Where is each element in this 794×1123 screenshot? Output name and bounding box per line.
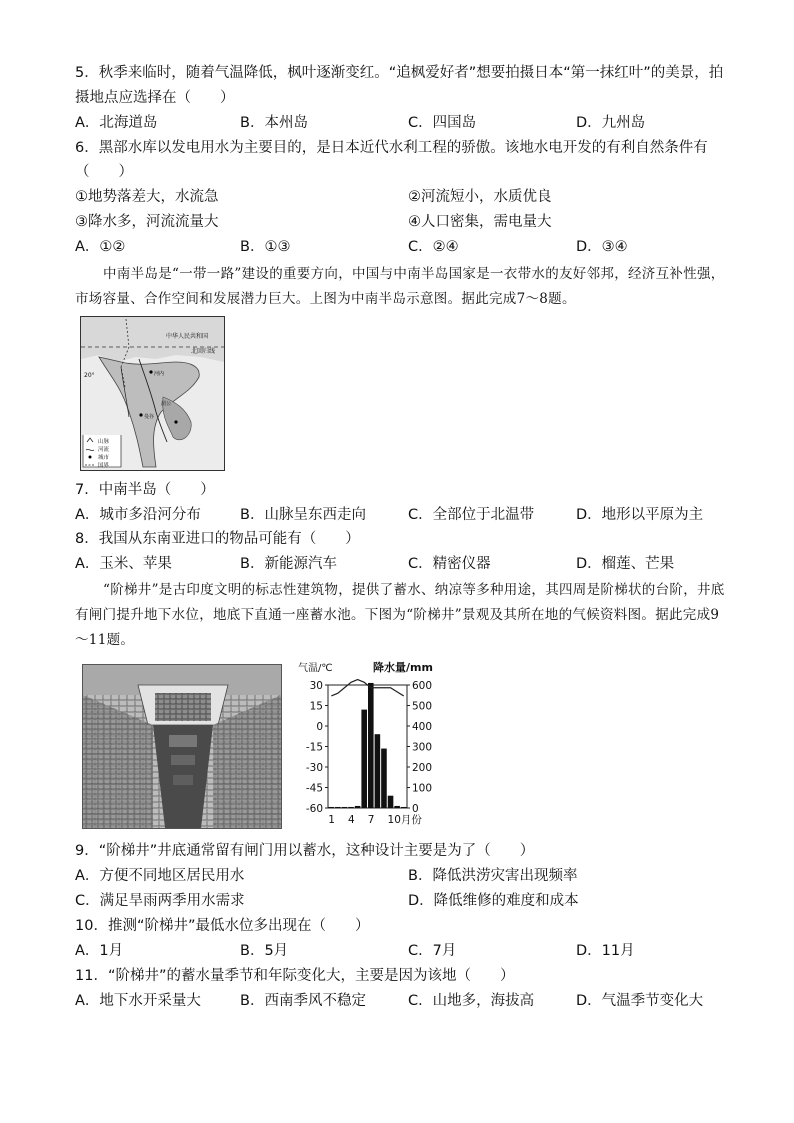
precip-bar (368, 683, 374, 808)
temp-tick-label: 15 (309, 700, 323, 713)
q11-option-a: A．地下水开采量大 (75, 993, 201, 1009)
q6-item-2: ②河流短小，水质优良 (408, 189, 552, 205)
q8-option-b: B．新能源汽车 (240, 556, 337, 572)
q6-option-c: C．②④ (408, 239, 459, 255)
chart-ylabel-left: 气温/℃ (298, 663, 333, 674)
map-label-lat: 20° (84, 372, 95, 379)
precip-tick-label: 400 (412, 721, 433, 733)
q9-option-b: B．降低洪涝灾害出现频率 (408, 868, 578, 884)
temp-tick-label: -30 (305, 762, 323, 774)
q6-stem-line2: （ ） (75, 164, 133, 180)
q7-option-a: A．城市多沿河分布 (75, 507, 201, 523)
precip-bar (381, 749, 387, 808)
q6-item-4: ④人口密集，需电量大 (408, 214, 552, 230)
q10-option-c: C．7月 (408, 943, 457, 959)
precip-tick-label: 600 (412, 680, 433, 692)
q6-stem-line1: 6．黑部水库以发电用水为主要目的，是日本近代水利工程的骄傲。该地水电开发的有利自然条件有 (75, 140, 708, 156)
q9-stem: 9．“阶梯井”井底通常留有闸门用以蓄水，这种设计主要是为了（ ） (75, 843, 535, 859)
chart-frame (328, 685, 407, 808)
q6-item-3: ③降水多，河流流量大 (75, 214, 219, 230)
q6-option-a: A．①② (75, 239, 126, 255)
temperature-line (331, 680, 403, 696)
temp-tick-label: 30 (309, 680, 323, 692)
q5-stem-line2: 摄地点应选择在（ ） (75, 90, 235, 106)
precip-bar (401, 807, 407, 808)
q5-option-b: B．本州岛 (240, 115, 308, 131)
q5-option-a: A．北海道岛 (75, 115, 158, 131)
q9-option-a: A．方便不同地区居民用水 (75, 868, 245, 884)
q7-option-c: C．全部位于北温带 (408, 507, 535, 523)
precip-bar (335, 807, 341, 808)
q11-option-d: D．气温季节变化大 (576, 993, 704, 1009)
x-tick-label: 10月份 (387, 814, 422, 826)
q8-option-d: D．榴莲、芒果 (576, 556, 675, 572)
q11-option-c: C．山地多，海拔高 (408, 993, 535, 1009)
legend-border: 国界 (98, 463, 110, 469)
legend-river: 河流 (98, 447, 110, 453)
q8-option-c: C．精密仪器 (408, 556, 491, 572)
precip-tick-label: 300 (412, 741, 433, 754)
precip-bar (375, 734, 381, 808)
precip-bar (342, 807, 348, 808)
precip-bar (361, 710, 367, 808)
q5-option-c: C．四国岛 (408, 115, 477, 131)
indochina-map (80, 316, 225, 471)
stepwell-photo-drawing (83, 665, 281, 828)
q7-option-b: B．山脉呈东西走向 (240, 507, 366, 523)
q9-option-c: C．满足旱雨两季用水需求 (75, 893, 245, 909)
temp-tick-label: -45 (305, 782, 323, 795)
temp-tick-label: -15 (305, 741, 323, 754)
x-tick-label: 1 (328, 814, 335, 826)
precip-tick-label: 200 (412, 762, 433, 774)
precip-bar (348, 807, 354, 808)
q11-stem: 11．“阶梯井”的蓄水量季节和年际变化大，主要是因为该地（ ） (75, 968, 515, 984)
map-label-city-2: 曼谷 (144, 414, 155, 420)
q11-option-b: B．西南季风不稳定 (240, 993, 366, 1009)
precip-tick-label: 500 (412, 700, 433, 713)
intro-9-11-paragraph: “阶梯井”是古印度文明的标志性建筑物，提供了蓄水、纳凉等多种用途，其四周是阶梯状的台阶，井底有闸门提升地下水位，地底下直通一座蓄水池。下图为“阶梯井”景观及其所在地的气候资料图。据此完成9～11题。 (75, 582, 725, 648)
precip-tick-label: 100 (412, 782, 433, 795)
q6-item-1: ①地势落差大，水流急 (75, 189, 219, 205)
q10-stem: 10．推测“阶梯井”最低水位多出现在（ ） (75, 918, 370, 934)
stepwell-photo (82, 664, 282, 829)
intro-7-8-paragraph: 中南半岛是“一带一路”建设的重要方向，中国与中南半岛国家是一衣带水的友好邻邦，经济互补性强，市场容量、合作空间和发展潜力巨大。上图为中南半岛示意图。据此完成7～8题。 (75, 266, 725, 307)
q8-stem: 8．我国从东南亚进口的物品可能有（ ） (75, 531, 360, 547)
q10-option-a: A．1月 (75, 943, 124, 959)
climate-chart (292, 658, 452, 830)
precip-bar (388, 796, 394, 808)
temp-tick-label: -60 (305, 803, 323, 815)
chart-ylabel-right: 降水量/mm (373, 661, 433, 674)
x-tick-label: 7 (367, 814, 375, 826)
temp-tick-label: 0 (316, 721, 323, 733)
q5-option-d: D．九州岛 (576, 115, 646, 131)
map-label-tropic: 北回归线 (191, 348, 216, 355)
map-label-country: 中华人民共和国 (166, 333, 209, 340)
precip-bar (355, 806, 361, 808)
q10-option-b: B．5月 (240, 943, 289, 959)
q7-stem: 7．中南半岛（ ） (75, 482, 215, 498)
climate-chart-svg (292, 658, 452, 830)
q7-option-d: D．地形以平原为主 (576, 507, 704, 523)
x-tick-label: 4 (348, 814, 355, 826)
map-label-city-1: 河内 (154, 371, 165, 377)
chart-plot-area (306, 680, 432, 826)
legend-mountain: 山脉 (98, 439, 110, 445)
precip-tick-label: 0 (412, 803, 419, 815)
q9-option-d: D．降低维修的难度和成本 (408, 893, 579, 909)
q10-option-d: D．11月 (576, 943, 635, 959)
precip-bar (394, 806, 400, 808)
map-drawing (81, 317, 224, 470)
q6-option-d: D．③④ (576, 239, 628, 255)
legend-city: 城市 (98, 455, 110, 461)
q8-option-a: A．玉米、苹果 (75, 556, 172, 572)
map-label-river: 湄公 (161, 401, 172, 407)
q6-option-b: B．①③ (240, 239, 291, 255)
q5-stem-line1: 5．秋季来临时，随着气温降低，枫叶逐渐变红。“追枫爱好者”想要拍摄日本“第一抹红叶”的美景，拍 (75, 65, 724, 81)
precip-bar (329, 807, 335, 808)
